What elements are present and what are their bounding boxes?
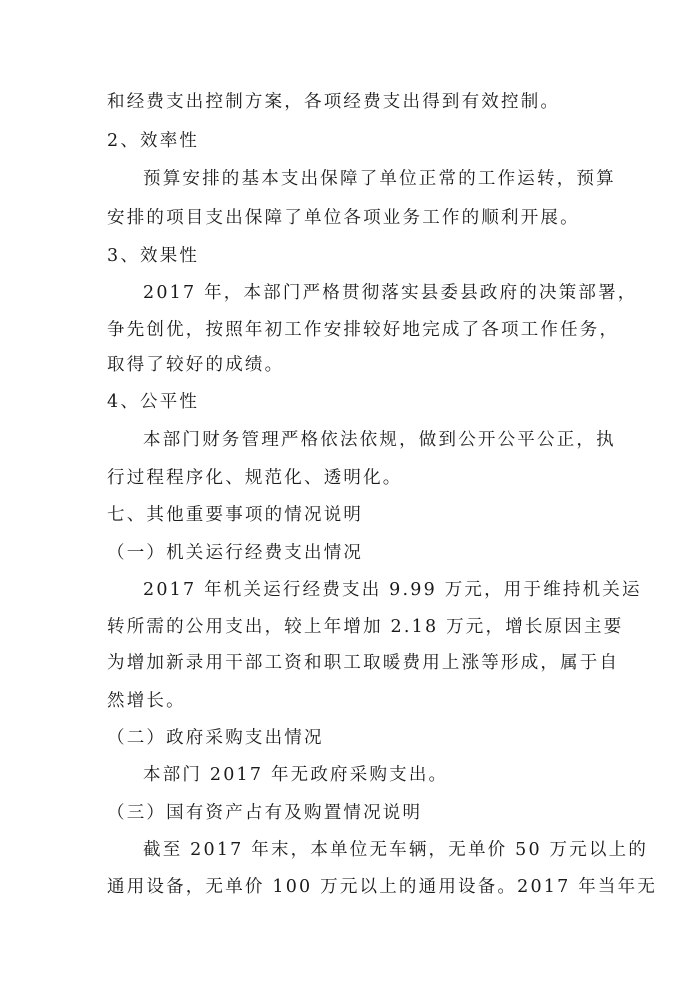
paragraph-line: 为增加新录用干部工资和职工取暖费用上涨等形成，属于自 <box>107 653 620 673</box>
paragraph-line: 本部门 2017 年无政府采购支出。 <box>143 765 449 785</box>
paragraph-line: 通用设备，无单价 100 万元以上的通用设备。2017 年当年无 <box>107 877 658 897</box>
paragraph-line: 争先创优，按照年初工作安排较好地完成了各项工作任务， <box>107 320 620 340</box>
paragraph-line: 然增长。 <box>107 691 186 711</box>
section-heading-efficiency: 2、效率性 <box>107 131 200 151</box>
paragraph-line: 截至 2017 年末，本单位无车辆，无单价 50 万元以上的 <box>143 840 649 860</box>
subsection-heading-operating-expenses: （一）机关运行经费支出情况 <box>107 543 364 563</box>
section-heading-effectiveness: 3、效果性 <box>107 246 200 266</box>
paragraph-line: 安排的项目支出保障了单位各项业务工作的顺利开展。 <box>107 208 580 228</box>
body-text-line: 和经费支出控制方案，各项经费支出得到有效控制。 <box>107 92 561 112</box>
paragraph-line: 2017 年机关运行经费支出 9.99 万元，用于维持机关运 <box>143 580 642 600</box>
subsection-heading-procurement: （二）政府采购支出情况 <box>107 728 324 748</box>
paragraph-line: 取得了较好的成绩。 <box>107 355 285 375</box>
paragraph-line: 转所需的公用支出，较上年增加 2.18 万元，增长原因主要 <box>107 617 624 637</box>
paragraph-line: 行过程程序化、规范化、透明化。 <box>107 468 403 488</box>
paragraph-line: 本部门财务管理严格依法依规，做到公开公平公正，执 <box>143 430 616 450</box>
section-heading-fairness: 4、公平性 <box>107 392 200 412</box>
chapter-heading-other-matters: 七、其他重要事项的情况说明 <box>107 505 364 525</box>
paragraph-line: 预算安排的基本支出保障了单位正常的工作运转，预算 <box>143 169 616 189</box>
subsection-heading-state-assets: （三）国有资产占有及购置情况说明 <box>107 803 423 823</box>
paragraph-line: 2017 年，本部门严格贯彻落实县委县政府的决策部署， <box>143 283 638 303</box>
